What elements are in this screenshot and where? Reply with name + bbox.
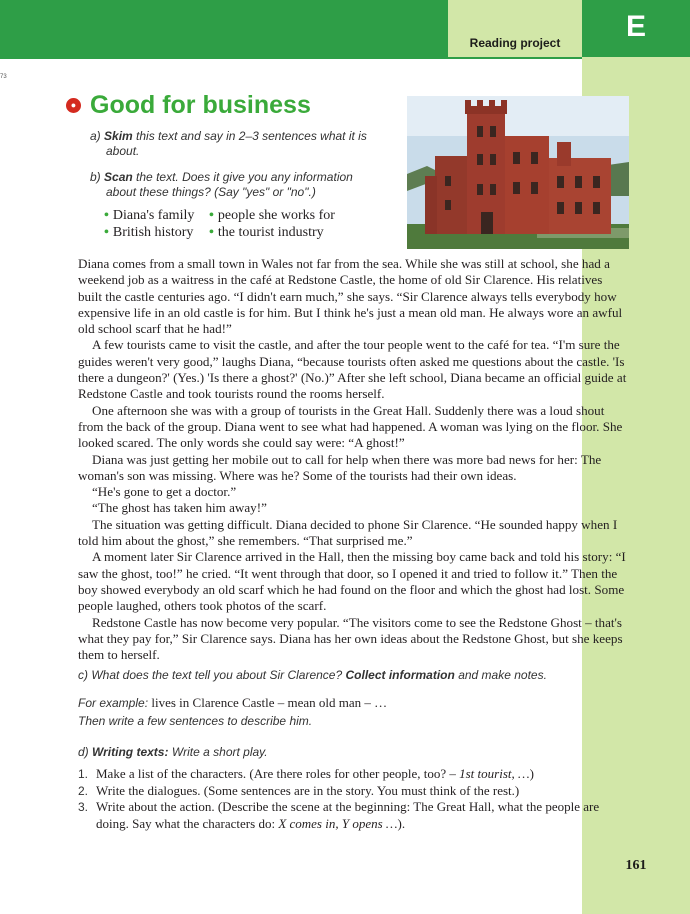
list-item: • people she works for	[209, 208, 335, 223]
task-a-text-cont: about.	[106, 144, 140, 158]
task-a-keyword: Skim	[104, 129, 133, 143]
task-a-text: this text and say in 2–3 sentences what it is	[136, 129, 367, 143]
list-item: 3. Write about the action. (Describe the scene at the beginning: The Great Hall, what the people are doing. Say what the characters do: X comes in, Y opens …).	[78, 799, 600, 831]
story-paragraph: A few tourists came to visit the castle, and after the tour people went to the café for tea. “I'm sure the guides weren't very good,” laughs Diana, “because tourists often asked me questions about the castle. 'Is there a dungeon?' (Yes.) 'Is there a ghost?' (No.)” After she left school, Diana became an official guide at Redstone Castle and took tourists round the rooms herself.	[78, 337, 627, 402]
audio-cd-icon: ●	[66, 98, 81, 113]
track-number: 73	[0, 74, 7, 80]
list-item: • British history	[104, 225, 194, 240]
story-paragraph: A moment later Sir Clarence arrived in the Hall, then the missing boy came back and told his story: “I saw the ghost, too!” he cried. “It went through that door, so I opened it and tried to follow it.” Then the boy showed everybody an old scarf which he had found on the floor and which the ghost had lost. Some people laughed, others took photos of the scarf.	[78, 549, 626, 614]
list-item: • the tourist industry	[209, 225, 324, 240]
section-label: Reading project	[469, 36, 561, 50]
example-text: lives in Clarence Castle – mean old man – …	[151, 695, 388, 710]
castle-photo	[407, 96, 629, 249]
story-paragraph: One afternoon she was with a group of tourists in the Great Hall. Suddenly there was a loud shout from the back of the group. Diana went to see what had happened. A woman was lying on the floor. She looked scared. The only words she could say were: “A ghost!”	[78, 402, 623, 451]
task-d-keyword: Writing texts:	[92, 745, 169, 759]
task-b-text-cont: about these things? (Say "yes" or "no".)	[106, 185, 316, 199]
task-b-prefix: b)	[90, 170, 101, 184]
list-item: • Diana's family	[104, 208, 195, 223]
page-title: Good for business	[90, 91, 311, 119]
task-d-prefix: d)	[78, 745, 89, 759]
page-number: 161	[625, 858, 647, 873]
task-c-then: Then write a few sentences to describe him.	[78, 714, 313, 728]
task-d-text: Write a short play.	[171, 745, 268, 759]
task-b-keyword: Scan	[104, 170, 133, 184]
story-quote: “He's gone to get a doctor.”	[92, 484, 237, 500]
story-paragraph: The situation was getting difficult. Diana decided to phone Sir Clarence. “He sounded happy when I told him about the ghost,” she remembers. “That surprised me.”	[78, 516, 618, 549]
steps-list	[78, 766, 618, 832]
example-label: For example:	[78, 696, 149, 710]
task-b-text: the text. Does it give you any information	[136, 170, 353, 184]
story-quote: “The ghost has taken him away!”	[92, 500, 267, 516]
header-rule	[0, 57, 582, 59]
list-item: 2. Write the dialogues. (Some sentences are in the story. You must think of the rest.)	[78, 782, 520, 798]
task-d	[78, 745, 268, 760]
task-c-text-end: and make notes.	[458, 668, 547, 682]
story-paragraph: Diana was just getting her mobile out to call for help when there was more bad news for her: The woman's son was missing. Where was he? Some of the tourists had their own ideas.	[78, 451, 602, 483]
story-text	[78, 256, 628, 663]
task-c-prefix: c)	[78, 668, 88, 682]
list-item: 1. Make a list of the characters. (Are there roles for other people, too? – 1st tourist, …)	[78, 766, 534, 781]
task-c-text: What does the text tell you about Sir Clarence?	[91, 668, 343, 682]
example-line	[78, 695, 387, 711]
task-c	[78, 668, 547, 683]
story-paragraph: Diana comes from a small town in Wales not far from the sea. While she was still at school, she had a weekend job as a waitress in the café at Redstone Castle, the home of old Sir Clarence. His relatives built the castle centuries ago. “I didn't earn much,” she says. “Sir Clarence always tells everybody how expensive life in an old castle is for him. But I think he's just a mean old man. He always wore an awful old school scarf that he had!”	[78, 256, 623, 337]
task-a-prefix: a)	[90, 129, 101, 143]
section-letter: E	[625, 10, 646, 43]
task-c-keyword: Collect information	[345, 668, 455, 682]
task-b	[90, 170, 353, 200]
story-paragraph: Redstone Castle has now become very popular. “The visitors come to see the Redstone Ghost – that's what they pay for,” Sir Clarence says. Diana has her own ideas about the Redstone Ghost, but she keeps them to herself.	[78, 614, 623, 663]
task-a	[90, 129, 367, 159]
